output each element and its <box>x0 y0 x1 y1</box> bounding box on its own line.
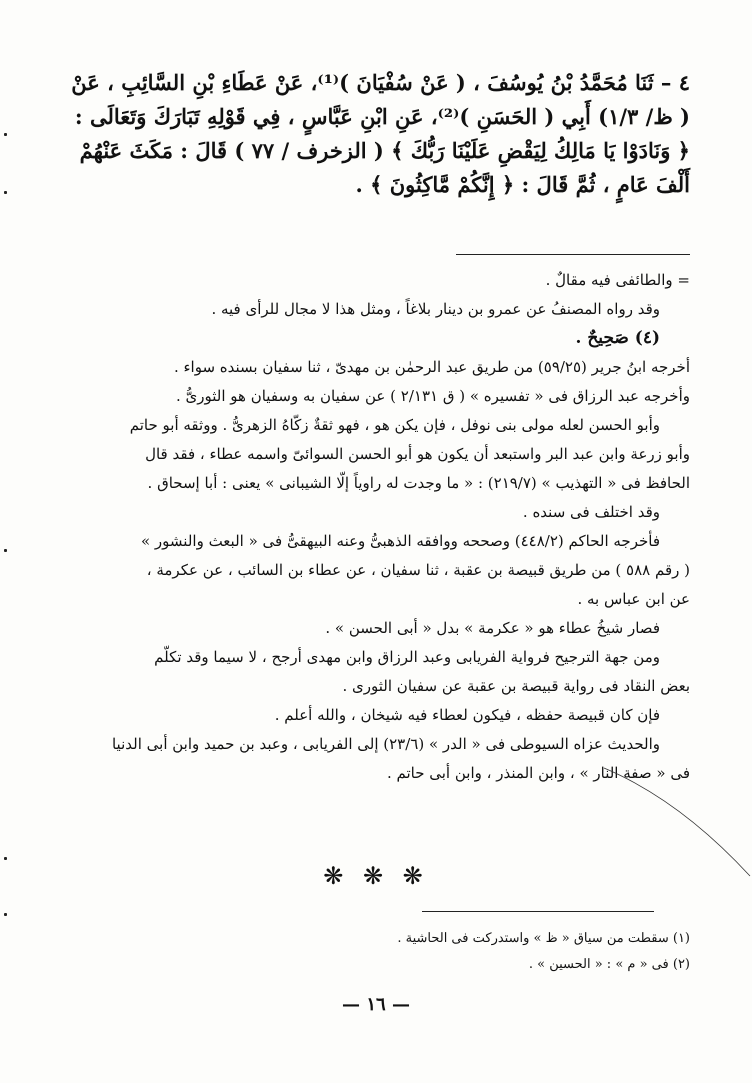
commentary-line: أخرجه ابنُ جرير (٥٩/٢٥) من طريق عبد الرحمٰن بن مهدىّ ، ثنا سفيان بسنده سواء . <box>173 358 690 376</box>
footnotes <box>90 926 690 978</box>
footnote-separator-line <box>422 911 654 912</box>
commentary-line: فصار شيخُ عطاء هو « عكرمة » بدل « أبى الحسن » . <box>325 619 660 637</box>
commentary-line: وأبو الحسن لعله مولى بنى نوفل ، فإن يكن هو ، فهو ثقةٌ زكّاهُ الزهرىُّ . ووثقه أبو حاتم <box>129 416 660 434</box>
hadith-line-3: ﴿ وَنَادَوْا يَا مَالِكُ لِيَقْضِ عَلَيْنَا رَبُّكَ ﴾ ( الزخرف / ٧٧ ) قَالَ : مَكَثَ عَنْهُمْ <box>79 138 690 163</box>
scan-speck <box>4 857 7 860</box>
commentary-line: فأخرجه الحاكم (٤٤٨/٢) وصححه ووافقه الذهبىُّ وعنه البيهقىُّ فى « البعث والنشور » <box>140 532 660 550</box>
scan-speck <box>4 913 7 916</box>
footnote-1: (١) سقطت من سياق « ظ » واستدركت فى الحاشية . <box>397 931 690 946</box>
commentary-line: وقد اختلف فى سنده . <box>522 503 660 521</box>
scan-speck <box>4 133 7 136</box>
commentary-line: وأبو زرعة وابن عبد البر واستبعد أن يكون هو أبو الحسن السوائىّ واسمه عطاء ، فقد قال <box>145 445 690 463</box>
commentary-line: والحديث عزاه السيوطى فى « الدر » (٢٣/٦) إلى الفريابى ، وعبد بن حميد وابن أبى الدنيا <box>111 735 660 753</box>
commentary-line: بعض النقاد فى رواية قبيصة بن عقبة عن سفيان الثورى . <box>342 677 690 695</box>
commentary-line: وقد رواه المصنفُ عن عمرو بن دينار بلاغاً ، ومثل هذا لا مجال للرأى فيه . <box>211 300 660 318</box>
hadith-grade: (٤) صَحِيحٌ . <box>575 328 660 348</box>
footnote-2: (٢) فى « م » : « الحسين » . <box>528 957 690 972</box>
commentary-line: = والطائفى فيه مقالٌ . <box>545 271 690 289</box>
commentary-line: الحافظ فى « التهذيب » (٢١٩/٧) : « ما وجدت له راوياً إلّا الشيبانى » يعنى : أبا إسحاق . <box>147 474 690 492</box>
commentary-line: فإن كان قبيصة حفظه ، فيكون لعطاء فيه شيخان ، والله أعلم . <box>274 706 660 724</box>
hadith-line-1: ٤ – ثَنَا مُحَمَّدُ بْنُ يُوسُفَ ، ( عَنْ سُفْيَانَ )⁽¹⁾، عَنْ عَطَاءِ بْنِ السَّائِبِ ، عَنْ <box>71 70 690 95</box>
scan-speck <box>4 549 7 552</box>
section-ornament: ❋ ❋ ❋ <box>323 862 429 890</box>
commentary-line: ومن جهة الترجيح فرواية الفريابى وعبد الرزاق وابن مهدى أرجح ، لا سيما وقد تكلّم <box>154 648 660 666</box>
scan-speck <box>4 191 7 194</box>
commentary-line: وأخرجه عبد الرزاق فى « تفسيره » ( ق ٢/١٣١ ) عن سفيان به وسفيان هو الثورىُّ . <box>175 387 690 405</box>
commentary-separator-line <box>456 254 690 255</box>
commentary <box>55 266 690 788</box>
scan-pen-mark <box>600 760 752 880</box>
commentary-line: عن ابن عباس به . <box>577 590 690 608</box>
hadith-line-2: ( ظ/ ١/٣) أَبِي ( الحَسَنِ )⁽²⁾، عَنِ ابْنِ عَبَّاسٍ ، فِي قَوْلِهِ تَبَارَكَ وَتَعَالَى : <box>74 104 690 129</box>
page-number: — ١٦ — <box>342 994 410 1015</box>
commentary-line: فى « صفة النار » ، وابن المنذر ، وابن أبى حاتم . <box>386 764 690 782</box>
commentary-line: ( رقم ٥٨٨ ) من طريق قبيصة بن عقبة ، ثنا سفيان ، عن عطاء بن السائب ، عن عكرمة ، <box>146 561 690 579</box>
hadith-line-4: أَلْفَ عَامٍ ، ثُمَّ قَالَ : ﴿ إِنَّكُمْ مَّاكِثُونَ ﴾ . <box>355 172 690 197</box>
hadith-text <box>65 66 690 202</box>
